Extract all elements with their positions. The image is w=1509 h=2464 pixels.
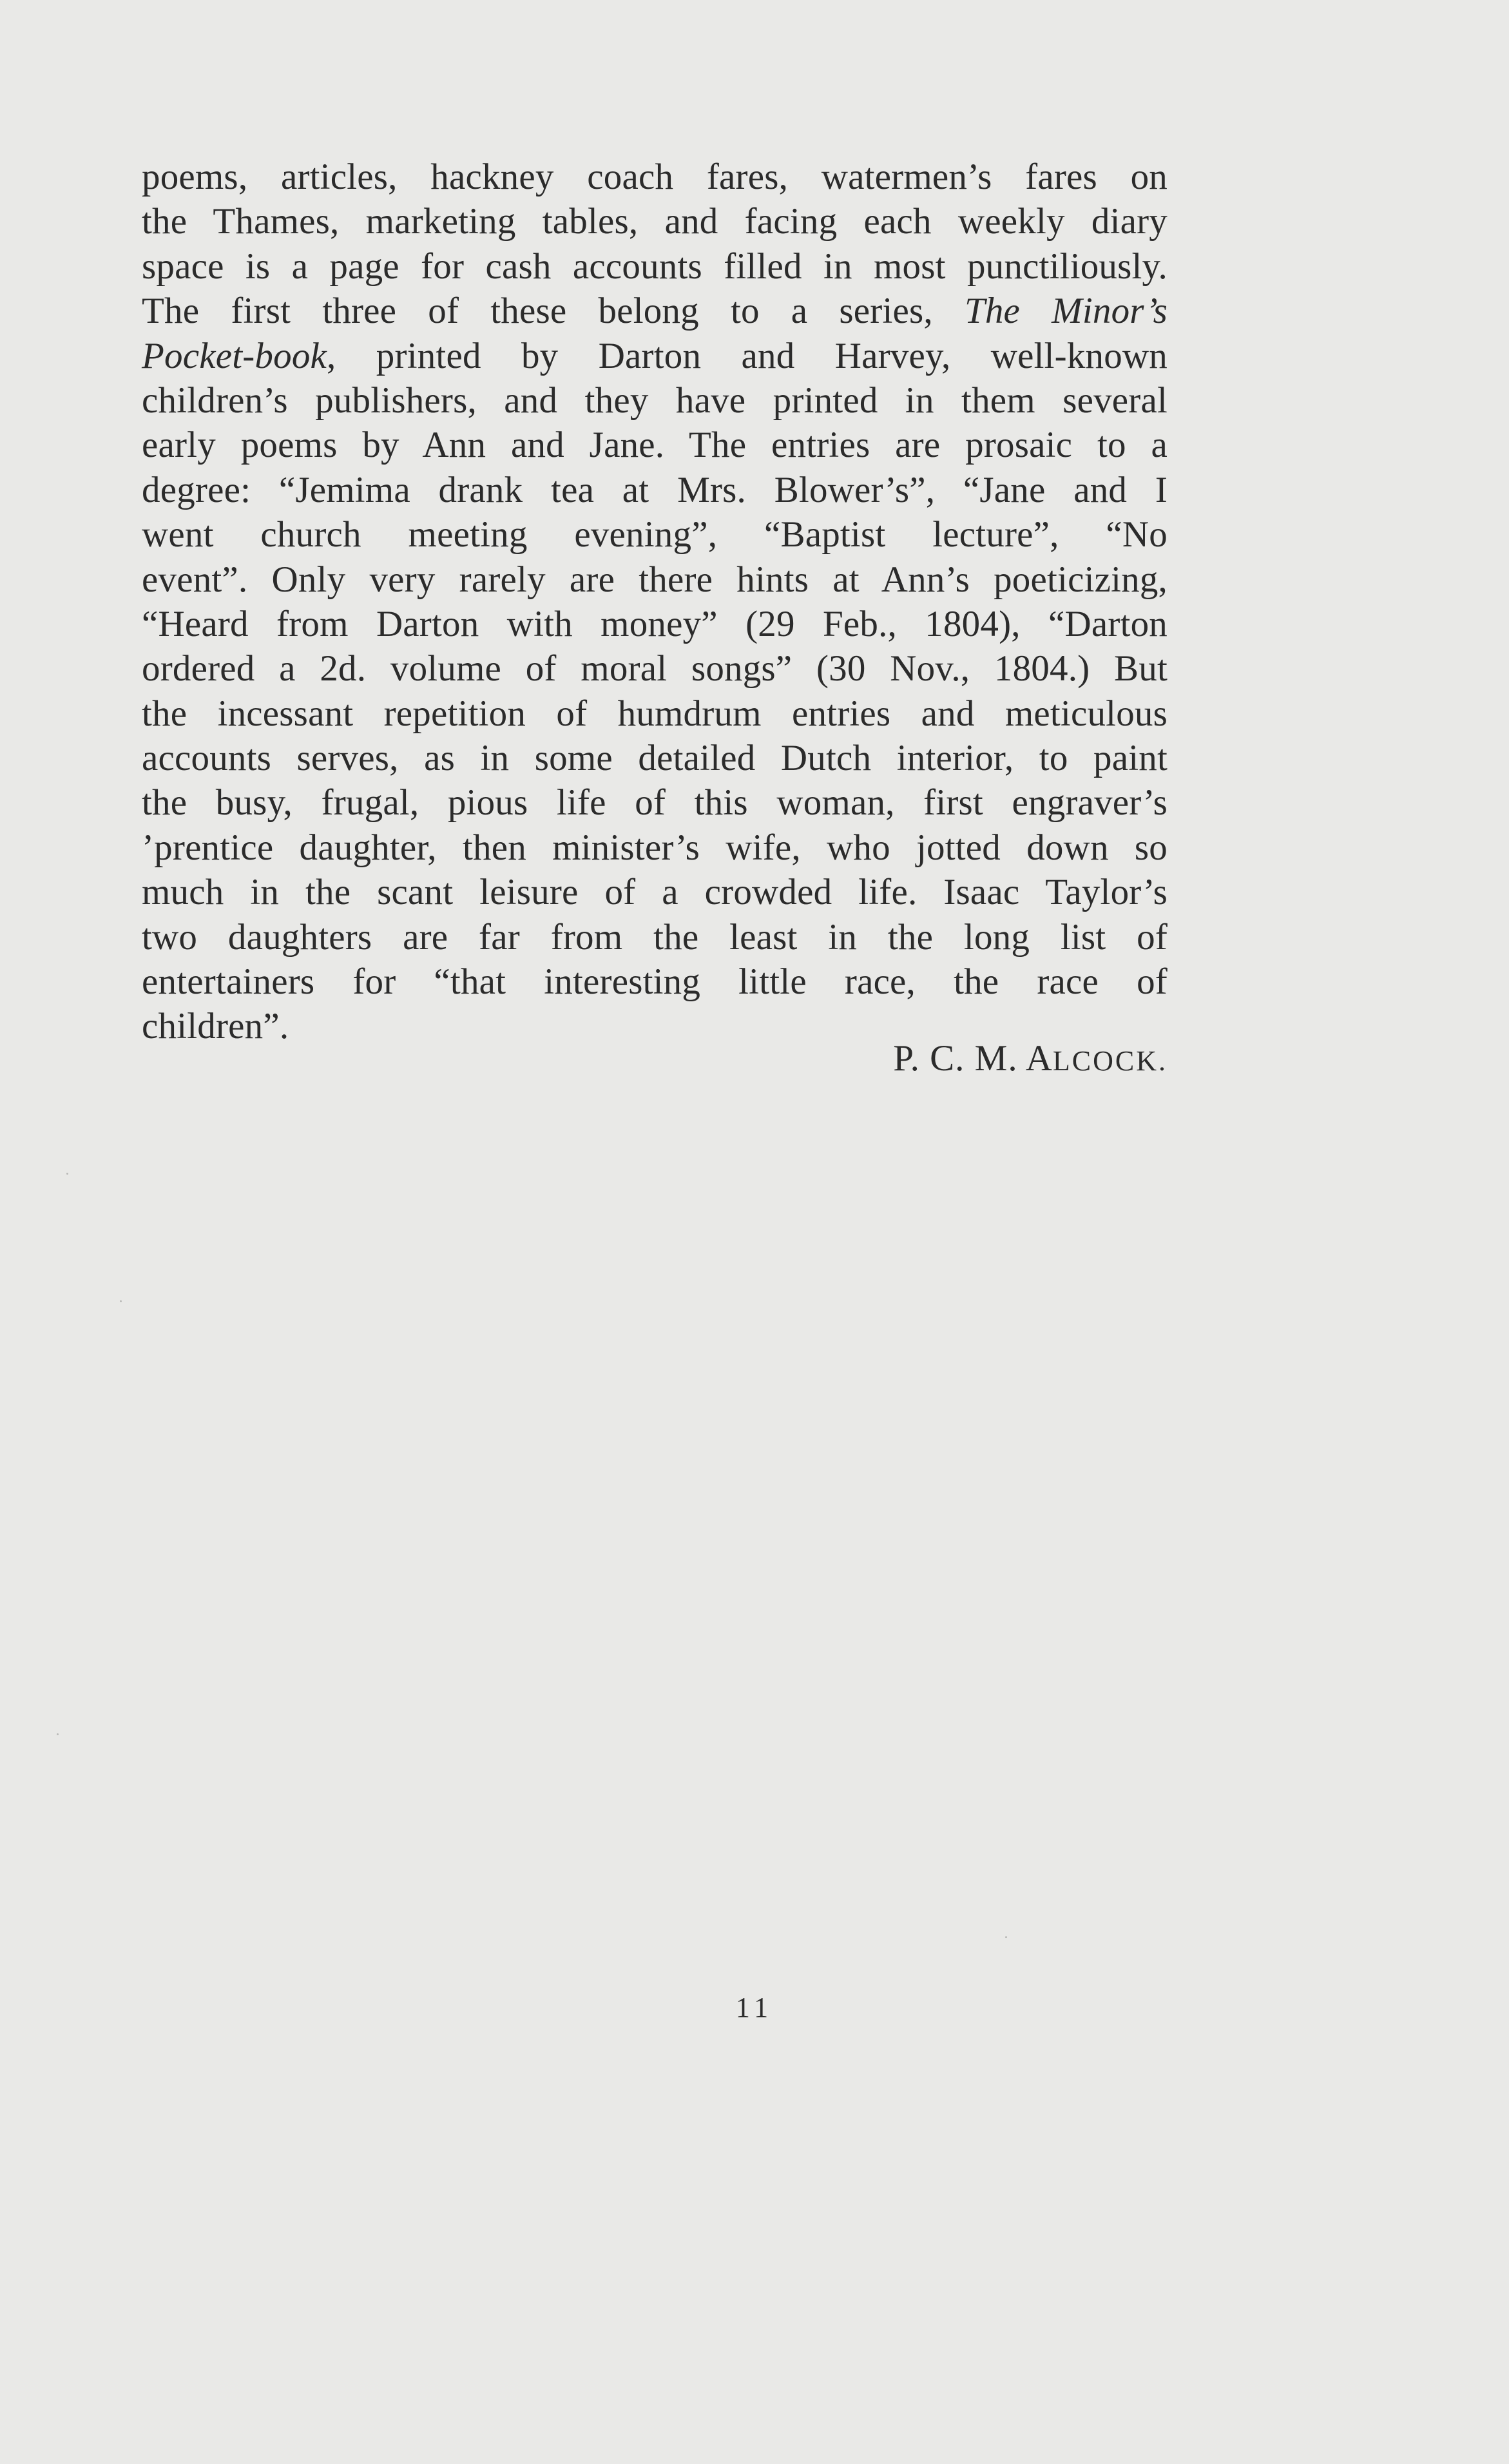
text-line: children”.	[142, 1006, 289, 1047]
book-title-italic: The Minor’s	[964, 291, 1168, 332]
author-initials: P. C. M. A	[893, 1038, 1053, 1079]
author-surname: LCOCK.	[1052, 1045, 1168, 1077]
text-line: much in the scant leisure of a crowded life. Isaac Taylor’s	[142, 872, 1168, 913]
text-line: entertainers for “that interesting little race, the race of	[142, 961, 1168, 1003]
text-line: children’s publishers, and they have printed in them several	[142, 380, 1168, 421]
paper-speck	[57, 1733, 59, 1735]
text-line: space is a page for cash accounts filled in most punctiliously.	[142, 245, 1168, 287]
author-signature	[893, 1036, 1168, 1083]
text-line: “Heard from Darton with money” (29 Feb., 1804), “Darton	[142, 603, 1168, 644]
text-line: the incessant repetition of humdrum entries and meticulous	[142, 693, 1168, 734]
text-line: ordered a 2d. volume of moral songs” (30 Nov., 1804.) But	[142, 648, 1168, 689]
book-title-italic: Pocket-book	[142, 335, 327, 376]
text-line: event”. Only very rarely are there hints at Ann’s poeticizing,	[142, 559, 1168, 600]
body-paragraph	[142, 155, 1168, 1049]
text-line: poems, articles, hackney coach fares, watermen’s fares on	[142, 157, 1168, 197]
text-line: the Thames, marketing tables, and facing each weekly diary	[142, 201, 1168, 242]
text-segment: The first three of these belong to a series,	[142, 291, 965, 332]
paper-speck	[120, 1300, 122, 1302]
text-line: ’prentice daughter, then minister’s wife, who jotted down so	[142, 827, 1168, 868]
page-number: 11	[735, 1992, 774, 2023]
text-line	[142, 334, 1168, 378]
text-line: the busy, frugal, pious life of this woman, first engraver’s	[142, 782, 1168, 823]
text-line: early poems by Ann and Jane. The entries are prosaic to a	[142, 425, 1168, 466]
text-line	[142, 289, 1168, 333]
paper-speck	[66, 1173, 68, 1175]
text-line: two daughters are far from the least in the long list of	[142, 916, 1168, 958]
text-line: accounts serves, as in some detailed Dutch interior, to paint	[142, 738, 1168, 779]
text-line: degree: “Jemima drank tea at Mrs. Blower’s”, “Jane and I	[142, 469, 1168, 510]
text-segment: , printed by Darton and Harvey, well-known	[327, 335, 1168, 376]
text-line: went church meeting evening”, “Baptist lecture”, “No	[142, 514, 1168, 555]
paper-speck	[1005, 1936, 1007, 1938]
